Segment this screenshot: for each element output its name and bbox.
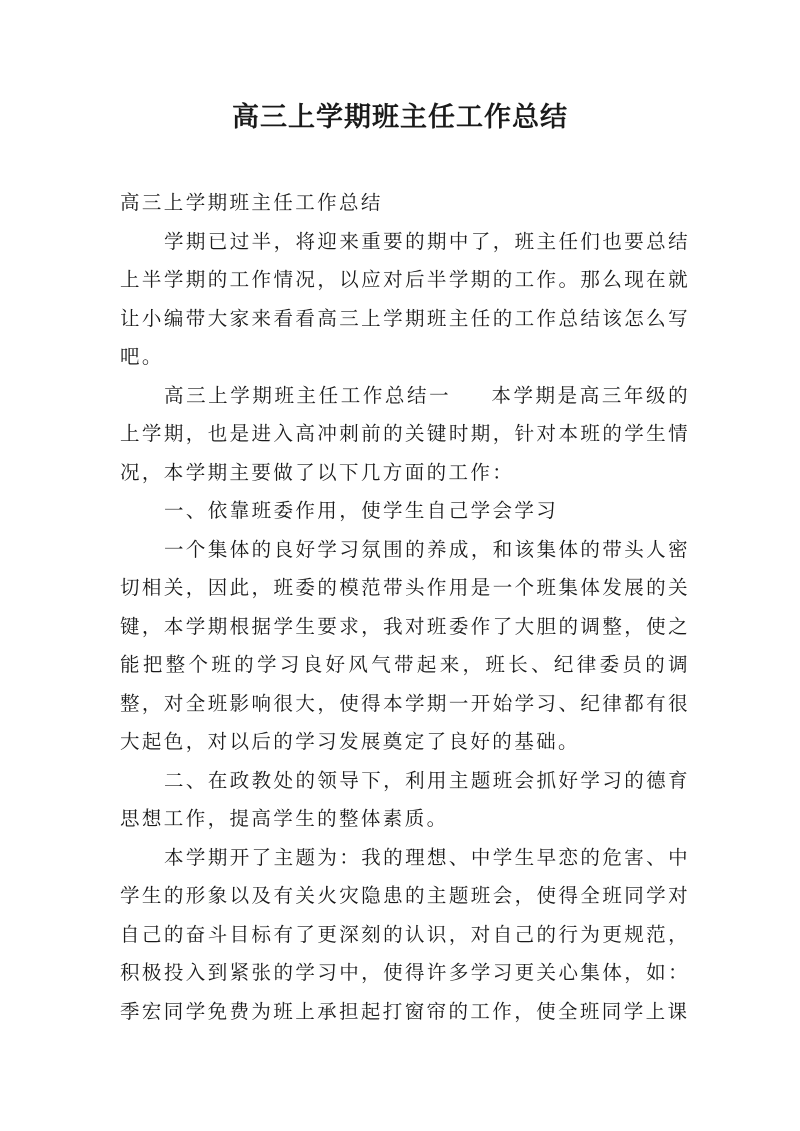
body-paragraph-2: 本学期开了主题为：我的理想、中学生早恋的危害、中学生的形象以及有关火灾隐患的主题班会，使得全班同学对自己的奋斗目标有了更深刻的认识，对自己的行为更规范，积极投入到紧张的学习中，使得许多学习更关心集体，如：季宏同学免费为班上承担起打窗帘的工作，使全班同学上课 bbox=[120, 845, 690, 1023]
document-body bbox=[120, 184, 690, 1031]
section-one-paragraph bbox=[120, 377, 690, 493]
section-heading-2: 二、在政教处的领导下，利用主题班会抓好学习的德育思想工作，提高学生的整体素质。 bbox=[120, 768, 690, 830]
document-subtitle: 高三上学期班主任工作总结 bbox=[120, 191, 383, 214]
section-heading-1: 一、依靠班委作用，使学生自己学会学习 bbox=[164, 499, 559, 522]
section-one-label: 高三上学期班主任工作总结一 bbox=[164, 383, 452, 407]
section-one-text: 本学期是高三年级的上学期，也是进入高冲刺前的关键时期，针对本班的学生情况，本学期主要做了以下几方面的工作： bbox=[120, 383, 691, 484]
body-paragraph-1: 一个集体的良好学习氛围的养成，和该集体的带头人密切相关，因此，班委的模范带头作用是一个班集体发展的关键，本学期根据学生要求，我对班委作了大胆的调整，使之能把整个班的学习良好风气带起来，班长、纪律委员的调整，对全班影响很大，使得本学期一开始学习、纪律都有很大起色，对以后的学习发展奠定了良好的基础。 bbox=[120, 537, 690, 753]
intro-paragraph: 学期已过半，将迎来重要的期中了，班主任们也要总结上半学期的工作情况，以应对后半学期的工作。那么现在就让小编带大家来看看高三上学期班主任的工作总结该怎么写吧。 bbox=[120, 229, 690, 368]
document-title: 高三上学期班主任工作总结 bbox=[232, 102, 568, 133]
